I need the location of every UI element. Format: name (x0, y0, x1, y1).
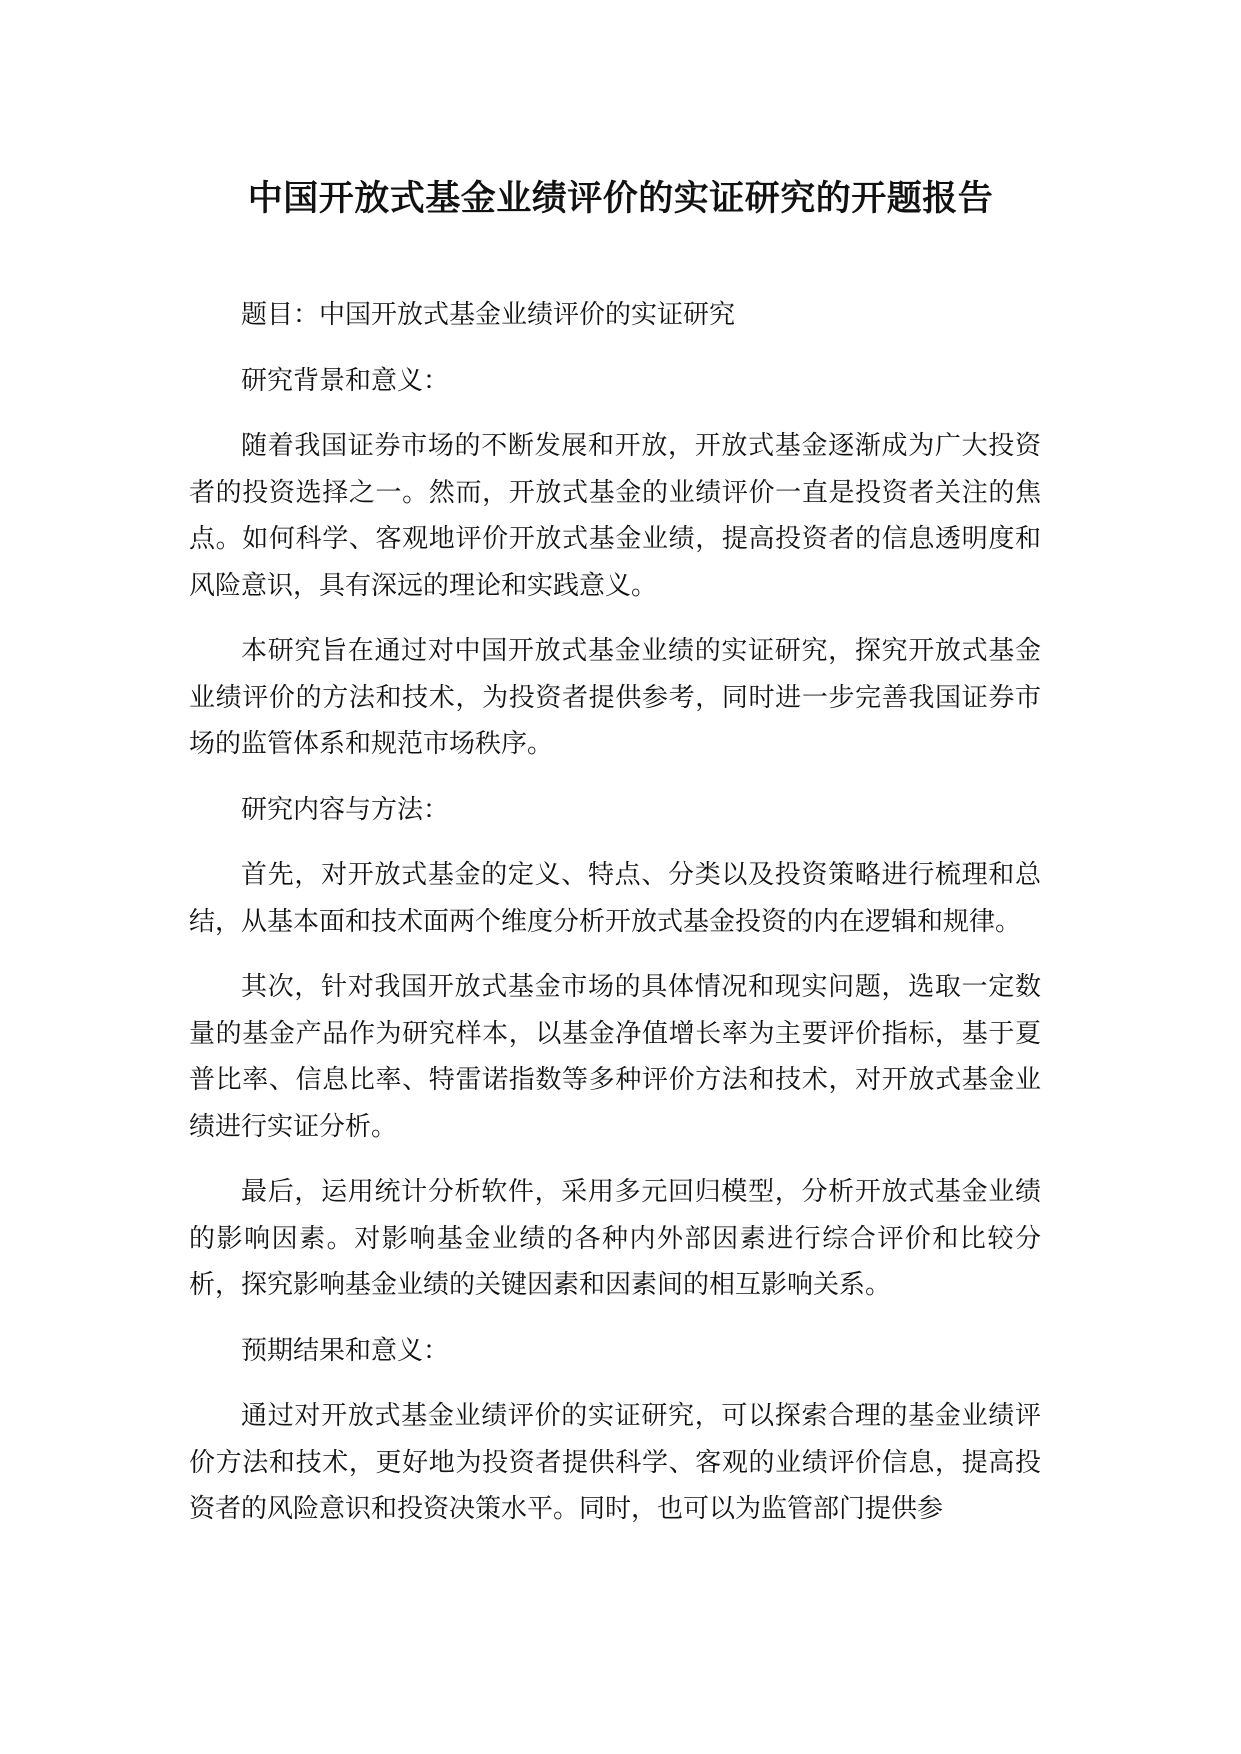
heading-background: 研究背景和意义： (241, 365, 450, 396)
paragraph: 通过对开放式基金业绩评价的实证研究，可以探索合理的基金业绩评价方法和技术，更好地为投资者提供科学、客观的业绩评价信息，提高投资者的风险意识和投资决策水平。同时，也可以为监管部门提供参 (189, 1401, 1041, 1524)
heading-content-method: 研究内容与方法： (241, 794, 450, 825)
paragraph-topic: 题目：中国开放式基金业绩评价的实证研究 (241, 300, 736, 330)
document-title: 中国开放式基金业绩评价的实证研究的开题报告 (247, 179, 994, 219)
paragraph: 其次，针对我国开放式基金市场的具体情况和现实问题，选取一定数量的基金产品作为研究样本，以基金净值增长率为主要评价指标，基于夏普比率、信息比率、特雷诺指数等多种评价方法和技术，对开放式基金业绩进行实证分析。 (189, 972, 1041, 1142)
paragraph: 最后，运用统计分析软件，采用多元回归模型，分析开放式基金业绩的影响因素。对影响基金业绩的各种内外部因素进行综合评价和比较分析，探究影响基金业绩的关键因素和因素间的相互影响关系。 (189, 1177, 1041, 1300)
heading-expected-results: 预期结果和意义： (241, 1335, 450, 1366)
paragraph: 本研究旨在通过对中国开放式基金业绩的实证研究，探究开放式基金业绩评价的方法和技术，为投资者提供参考，同时进一步完善我国证券市场的监管体系和规范市场秩序。 (189, 636, 1041, 759)
document-body (189, 292, 1041, 1552)
paragraph: 随着我国证券市场的不断发展和开放，开放式基金逐渐成为广大投资者的投资选择之一。然而，开放式基金的业绩评价一直是投资者关注的焦点。如何科学、客观地评价开放式基金业绩，提高投资者的信息透明度和风险意识，具有深远的理论和实践意义。 (189, 431, 1041, 601)
paragraph: 首先，对开放式基金的定义、特点、分类以及投资策略进行梳理和总结，从基本面和技术面两个维度分析开放式基金投资的内在逻辑和规律。 (189, 860, 1041, 937)
